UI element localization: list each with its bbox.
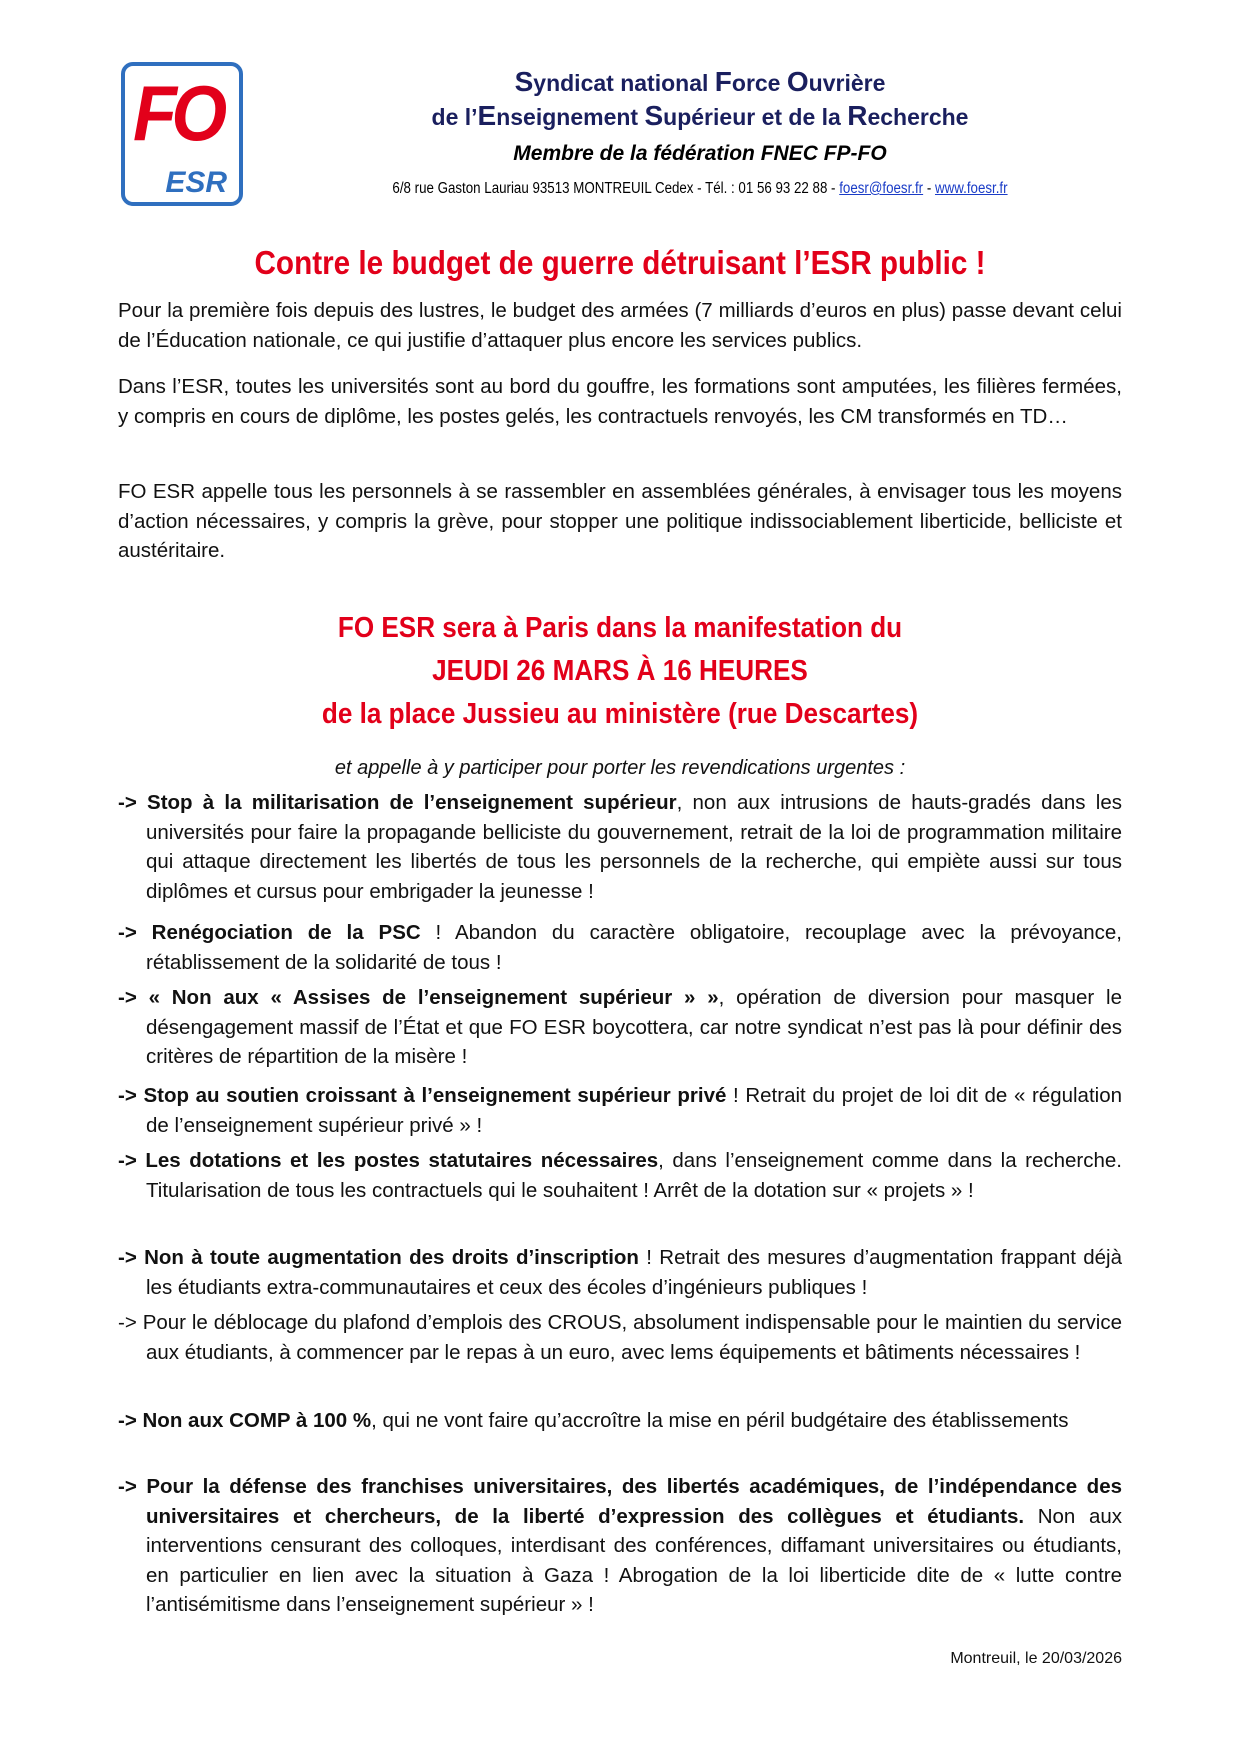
signature-date: Montreuil, le 20/03/2026 [950, 1650, 1122, 1667]
claim-heading: Renégociation de la PSC [151, 921, 421, 944]
claim-heading: Non aux COMP à 100 % [142, 1409, 372, 1432]
header-text: orce [731, 70, 787, 96]
header-cap: R [847, 100, 868, 131]
fo-esr-logo [121, 62, 243, 206]
claim-text: , non aux intrusions de hauts-gradés dans les universités pour faire la propagande belliciste du gouvernement, retrait de la loi de programmation militaire qui attaque directement les libertés de tous les personnels de la recherche, qui empiète aussi sur tous diplômes et cursus pour embrigader la jeunesse ! [146, 791, 1122, 903]
header-cap: S [514, 66, 534, 97]
paragraph-call-to-action: FO ESR appelle tous les personnels à se rassembler en assemblées générales, à envisager tous les moyens d’action nécessaires, y compris la grève, pour stopper une politique indissociablement liberticide, belliciste et austéritaire. [118, 480, 1122, 562]
claim-heading: « Non aux « Assises de l’enseignement supérieur » » [148, 986, 719, 1009]
claim-heading: Les dotations et les postes statutaires nécessaires [145, 1149, 659, 1172]
header-text: nseignement [496, 104, 645, 130]
header-text: uvrière [808, 70, 886, 96]
callout-date: JEUDI 26 MARS À 16 HEURES [432, 655, 808, 687]
arrow-bullet: -> [118, 921, 152, 944]
separator: - [923, 180, 935, 197]
claim-item [118, 788, 1122, 906]
arrow-bullet: -> [118, 1084, 144, 1107]
claim-text: ! Retrait du projet de loi dit de « régulation de l’enseignement supérieur privé » ! [146, 1084, 1123, 1137]
arrow-bullet: -> [118, 791, 148, 814]
claim-heading: Pour la défense des franchises universitaires, des libertés académiques, de l’indépendance des universitaires et chercheurs, de la liberté d’expression des collègues et étudiants. [146, 1475, 1122, 1528]
arrow-bullet: -> [118, 1246, 145, 1269]
claim-item [118, 1308, 1122, 1367]
paragraph-esr-situation: Dans l’ESR, toutes les universités sont au bord du gouffre, les formations sont amputées, les filières fermées, y compris en cours de diplôme, les postes gelés, les contractuels renvoyés, les CM transformés en TD… [118, 375, 1122, 428]
claim-text: , qui ne vont faire qu’accroître la mise en péril budgétaire des établissements [371, 1409, 1069, 1432]
arrow-bullet: -> [118, 1475, 147, 1498]
claim-heading: Stop au soutien croissant à l’enseignement supérieur privé [143, 1084, 727, 1107]
header-text: yndicat national [533, 70, 715, 96]
paragraph-budget: Pour la première fois depuis des lustres, le budget des armées (7 milliards d’euros en plus) passe devant celui de l’Éducation nationale, ce qui justifie d’attaquer plus encore les services publics. [118, 299, 1122, 352]
header-cap: S [644, 100, 664, 131]
callout-line1: FO ESR sera à Paris dans la manifestation du [337, 612, 903, 644]
header-contact [356, 180, 1044, 198]
claim-item [118, 1146, 1122, 1205]
header-cap: F [714, 66, 732, 97]
claim-item [118, 983, 1122, 1072]
header-text: upérieur et de la [663, 104, 848, 130]
claim-item [118, 1472, 1122, 1620]
claim-item [118, 1243, 1122, 1302]
header-text: echerche [867, 104, 969, 130]
claims-intro: et appelle à y participer pour porter les revendications urgentes : [334, 757, 906, 779]
claim-item [118, 918, 1122, 977]
address-text: 6/8 rue Gaston Lauriau 93513 MONTREUIL Cedex - Tél. : 01 56 93 22 88 - [392, 180, 840, 197]
email-link[interactable]: foesr@foesr.fr [839, 180, 924, 197]
header-text: de l’ [431, 104, 478, 130]
claim-text: Pour le déblocage du plafond d’emplois des CROUS, absolument indispensable pour le maintien du service aux étudiants, à commencer par le repas à un euro, avec lems équipements et bâtiments nécessaires ! [142, 1311, 1122, 1364]
claim-text: , dans l’enseignement comme dans la recherche. Titularisation de tous les contractuels qui le souhaitent ! Arrêt de la dotation sur « projets » ! [146, 1149, 1123, 1202]
arrow-bullet: -> [118, 1149, 146, 1172]
claim-heading: Stop à la militarisation de l’enseignement supérieur [147, 791, 677, 814]
arrow-bullet: -> [118, 1311, 143, 1334]
claim-text: ! Retrait des mesures d’augmentation frappant déjà les étudiants extra-communautaires et ceux des écoles d’ingénieurs publiques ! [146, 1246, 1122, 1299]
claim-text: ! Abandon du caractère obligatoire, recouplage avec la prévoyance, rétablissement de la solidarité de tous ! [146, 921, 1122, 974]
document-title: Contre le budget de guerre détruisant l’ESR public ! [254, 244, 986, 281]
callout-route: de la place Jussieu au ministère (rue Descartes) [321, 698, 919, 730]
claim-heading: Non à toute augmentation des droits d’inscription [144, 1246, 639, 1269]
claim-item [118, 1081, 1122, 1140]
logo-esr-text: ESR [165, 166, 227, 199]
claim-text: Non aux interventions censurant des colloques, interdisant des conférences, diffamant universitaires ou étudiants, en particulier en lien avec la situation à Gaza ! Abrogation de la loi liberticide dite de « lutte contre l’antisémitisme dans l’enseignement supérieur » ! [146, 1504, 1122, 1616]
arrow-bullet: -> [118, 986, 149, 1009]
header-union-name-line2 [300, 100, 1100, 132]
logo-fo-text: FO [133, 69, 222, 157]
claim-text: , opération de diversion pour masquer le désengagement massif de l’État et que FO ESR boycottera, car notre syndicat n’est pas là pour définir des critères de répartition de la misère ! [146, 986, 1122, 1068]
header-federation: Membre de la fédération FNEC FP-FO [513, 142, 887, 165]
arrow-bullet: -> [118, 1409, 143, 1432]
header-cap: O [786, 66, 809, 97]
header-cap: E [477, 100, 497, 131]
header-union-name-line1 [300, 66, 1100, 98]
claim-item [118, 1406, 1122, 1436]
website-link[interactable]: www.foesr.fr [934, 180, 1008, 197]
